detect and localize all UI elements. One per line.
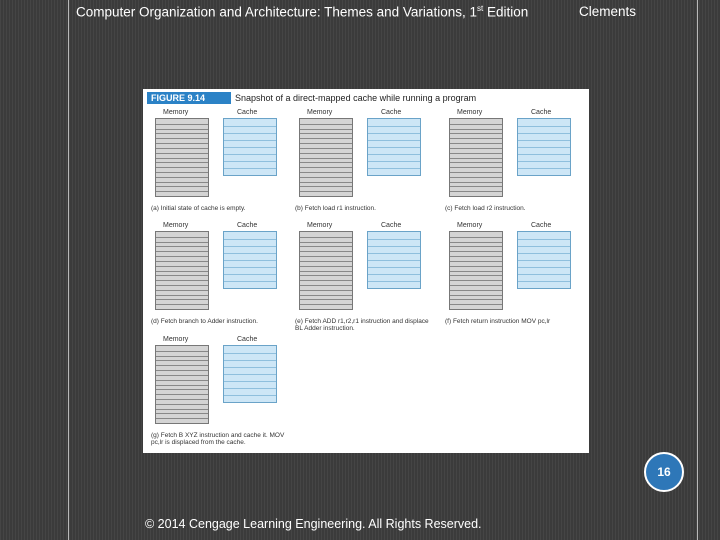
cache-row-divider <box>224 260 276 261</box>
memory-row-divider <box>450 290 502 291</box>
cache-row-divider <box>518 154 570 155</box>
memory-row-divider <box>450 251 502 252</box>
memory-heading: Memory <box>163 222 189 229</box>
memory-row-divider <box>450 280 502 281</box>
memory-row-divider <box>156 242 208 243</box>
cache-row-divider <box>518 168 570 169</box>
memory-block <box>155 118 209 197</box>
cache-row-divider <box>368 267 420 268</box>
cache-row-divider <box>518 140 570 141</box>
panel-caption: (d) Fetch branch to Adder instruction. <box>151 318 258 325</box>
cache-heading: Cache <box>237 222 258 229</box>
cache-row-divider <box>518 239 570 240</box>
memory-row-divider <box>450 143 502 144</box>
memory-row-divider <box>156 394 208 395</box>
cache-block <box>223 231 277 289</box>
memory-row-divider <box>300 129 352 130</box>
cache-row-divider <box>224 147 276 148</box>
cache-row-divider <box>224 388 276 389</box>
memory-row-divider <box>156 129 208 130</box>
memory-row-divider <box>156 246 208 247</box>
cache-row-divider <box>518 133 570 134</box>
cache-heading: Cache <box>531 109 552 116</box>
memory-row-divider <box>450 285 502 286</box>
memory-row-divider <box>300 299 352 300</box>
memory-row-divider <box>300 172 352 173</box>
memory-row-divider <box>450 182 502 183</box>
cache-row-divider <box>224 395 276 396</box>
memory-row-divider <box>450 172 502 173</box>
cache-row-divider <box>224 239 276 240</box>
cache-row-divider <box>224 274 276 275</box>
panel-caption: (f) Fetch return instruction MOV pc,lr <box>445 318 551 325</box>
cache-row-divider <box>518 253 570 254</box>
memory-heading: Memory <box>307 109 333 116</box>
memory-row-divider <box>156 360 208 361</box>
cache-row-divider <box>224 267 276 268</box>
cache-block <box>223 345 277 403</box>
memory-row-divider <box>300 153 352 154</box>
memory-row-divider <box>300 158 352 159</box>
memory-row-divider <box>156 182 208 183</box>
memory-row-divider <box>450 133 502 134</box>
memory-row-divider <box>450 295 502 296</box>
slide-header-author: Clements <box>579 4 637 19</box>
memory-row-divider <box>300 133 352 134</box>
memory-row-divider <box>450 177 502 178</box>
cache-row-divider <box>518 281 570 282</box>
panel-caption: (c) Fetch load r2 instruction. <box>445 205 526 212</box>
memory-row-divider <box>450 138 502 139</box>
memory-row-divider <box>450 191 502 192</box>
slide-left-border <box>68 0 69 540</box>
memory-row-divider <box>156 356 208 357</box>
memory-row-divider <box>450 162 502 163</box>
memory-row-divider <box>450 129 502 130</box>
panel-caption: (e) Fetch ADD r1,r2,r1 instruction and displace BL Adder instruction. <box>295 318 429 332</box>
cache-row-divider <box>224 281 276 282</box>
memory-block <box>449 118 503 197</box>
panel-caption: (g) Fetch B XYZ instruction and cache it. MOV pc,lr is displaced from the cache. <box>151 432 285 446</box>
cache-heading: Cache <box>381 109 402 116</box>
figure-label: FIGURE 9.14 <box>147 92 231 104</box>
memory-row-divider <box>156 162 208 163</box>
memory-row-divider <box>300 242 352 243</box>
memory-row-divider <box>156 124 208 125</box>
memory-row-divider <box>300 304 352 305</box>
cache-heading: Cache <box>237 336 258 343</box>
cache-heading: Cache <box>531 222 552 229</box>
cache-row-divider <box>518 260 570 261</box>
cache-row-divider <box>518 161 570 162</box>
cache-block <box>223 118 277 176</box>
memory-row-divider <box>450 167 502 168</box>
memory-row-divider <box>450 256 502 257</box>
memory-row-divider <box>300 138 352 139</box>
cache-row-divider <box>224 161 276 162</box>
cache-block <box>367 231 421 289</box>
copyright-footer: © 2014 Cengage Learning Engineering. All Rights Reserved. <box>145 517 482 531</box>
memory-row-divider <box>300 271 352 272</box>
cache-row-divider <box>368 168 420 169</box>
memory-row-divider <box>156 143 208 144</box>
memory-row-divider <box>156 266 208 267</box>
memory-row-divider <box>156 177 208 178</box>
memory-heading: Memory <box>163 336 189 343</box>
cache-row-divider <box>224 154 276 155</box>
memory-row-divider <box>450 246 502 247</box>
memory-row-divider <box>156 148 208 149</box>
memory-row-divider <box>300 290 352 291</box>
cache-block <box>517 118 571 176</box>
panel-caption: (b) Fetch load r1 instruction. <box>295 205 376 212</box>
memory-row-divider <box>450 124 502 125</box>
memory-row-divider <box>300 143 352 144</box>
memory-row-divider <box>450 271 502 272</box>
cache-row-divider <box>224 353 276 354</box>
memory-row-divider <box>300 256 352 257</box>
cache-row-divider <box>224 253 276 254</box>
cache-row-divider <box>368 253 420 254</box>
memory-row-divider <box>300 177 352 178</box>
memory-row-divider <box>156 380 208 381</box>
memory-row-divider <box>156 153 208 154</box>
memory-row-divider <box>156 370 208 371</box>
memory-row-divider <box>156 389 208 390</box>
cache-row-divider <box>518 274 570 275</box>
memory-heading: Memory <box>457 109 483 116</box>
cache-row-divider <box>224 367 276 368</box>
cache-row-divider <box>224 133 276 134</box>
memory-row-divider <box>156 191 208 192</box>
memory-row-divider <box>450 261 502 262</box>
memory-row-divider <box>300 295 352 296</box>
memory-row-divider <box>156 290 208 291</box>
memory-row-divider <box>156 299 208 300</box>
memory-row-divider <box>300 237 352 238</box>
memory-row-divider <box>450 237 502 238</box>
memory-row-divider <box>450 186 502 187</box>
memory-row-divider <box>156 261 208 262</box>
memory-row-divider <box>300 266 352 267</box>
memory-heading: Memory <box>163 109 189 116</box>
memory-row-divider <box>156 158 208 159</box>
cache-row-divider <box>224 140 276 141</box>
cache-heading: Cache <box>237 109 258 116</box>
memory-row-divider <box>450 275 502 276</box>
memory-row-divider <box>156 375 208 376</box>
memory-row-divider <box>300 167 352 168</box>
memory-row-divider <box>156 404 208 405</box>
memory-row-divider <box>450 266 502 267</box>
cache-row-divider <box>368 161 420 162</box>
memory-row-divider <box>156 275 208 276</box>
memory-row-divider <box>156 409 208 410</box>
memory-row-divider <box>156 413 208 414</box>
memory-heading: Memory <box>457 222 483 229</box>
cache-row-divider <box>368 246 420 247</box>
cache-row-divider <box>368 260 420 261</box>
cache-row-divider <box>368 274 420 275</box>
cache-row-divider <box>518 126 570 127</box>
memory-block <box>299 118 353 197</box>
memory-block <box>155 231 209 310</box>
memory-row-divider <box>156 133 208 134</box>
cache-row-divider <box>368 239 420 240</box>
memory-row-divider <box>156 280 208 281</box>
memory-row-divider <box>156 399 208 400</box>
memory-block <box>449 231 503 310</box>
memory-row-divider <box>300 162 352 163</box>
cache-row-divider <box>368 154 420 155</box>
memory-row-divider <box>300 285 352 286</box>
cache-block <box>517 231 571 289</box>
memory-row-divider <box>156 256 208 257</box>
memory-row-divider <box>156 172 208 173</box>
cache-row-divider <box>518 246 570 247</box>
memory-row-divider <box>300 275 352 276</box>
cache-row-divider <box>368 133 420 134</box>
memory-row-divider <box>450 153 502 154</box>
memory-row-divider <box>156 237 208 238</box>
slide-header-title: Computer Organization and Architecture: Themes and Variations, 1st Edition <box>76 4 529 20</box>
memory-row-divider <box>450 299 502 300</box>
memory-row-divider <box>300 191 352 192</box>
cache-row-divider <box>368 126 420 127</box>
memory-block <box>299 231 353 310</box>
memory-row-divider <box>156 138 208 139</box>
memory-row-divider <box>156 285 208 286</box>
cache-heading: Cache <box>381 222 402 229</box>
panel-caption: (a) Initial state of cache is empty. <box>151 205 246 212</box>
cache-row-divider <box>368 140 420 141</box>
page-number-badge: 16 <box>644 452 684 492</box>
memory-row-divider <box>450 242 502 243</box>
memory-row-divider <box>300 182 352 183</box>
memory-row-divider <box>156 418 208 419</box>
figure-image <box>143 89 589 453</box>
cache-row-divider <box>224 246 276 247</box>
cache-block <box>367 118 421 176</box>
memory-row-divider <box>156 351 208 352</box>
memory-row-divider <box>450 148 502 149</box>
cache-row-divider <box>224 168 276 169</box>
memory-row-divider <box>156 295 208 296</box>
cache-row-divider <box>518 147 570 148</box>
cache-row-divider <box>368 147 420 148</box>
memory-row-divider <box>300 148 352 149</box>
memory-heading: Memory <box>307 222 333 229</box>
memory-row-divider <box>156 251 208 252</box>
memory-block <box>155 345 209 424</box>
memory-row-divider <box>156 271 208 272</box>
cache-row-divider <box>224 381 276 382</box>
memory-row-divider <box>156 167 208 168</box>
memory-row-divider <box>300 251 352 252</box>
cache-row-divider <box>368 281 420 282</box>
memory-row-divider <box>300 261 352 262</box>
memory-row-divider <box>300 124 352 125</box>
memory-row-divider <box>156 304 208 305</box>
memory-row-divider <box>300 246 352 247</box>
memory-row-divider <box>156 365 208 366</box>
memory-row-divider <box>300 280 352 281</box>
cache-row-divider <box>518 267 570 268</box>
memory-row-divider <box>156 385 208 386</box>
cache-row-divider <box>224 360 276 361</box>
memory-row-divider <box>300 186 352 187</box>
slide-right-border <box>697 0 698 540</box>
figure-caption: Snapshot of a direct-mapped cache while running a program <box>235 93 477 103</box>
memory-row-divider <box>156 186 208 187</box>
cache-row-divider <box>224 374 276 375</box>
memory-row-divider <box>450 304 502 305</box>
cache-row-divider <box>224 126 276 127</box>
memory-row-divider <box>450 158 502 159</box>
